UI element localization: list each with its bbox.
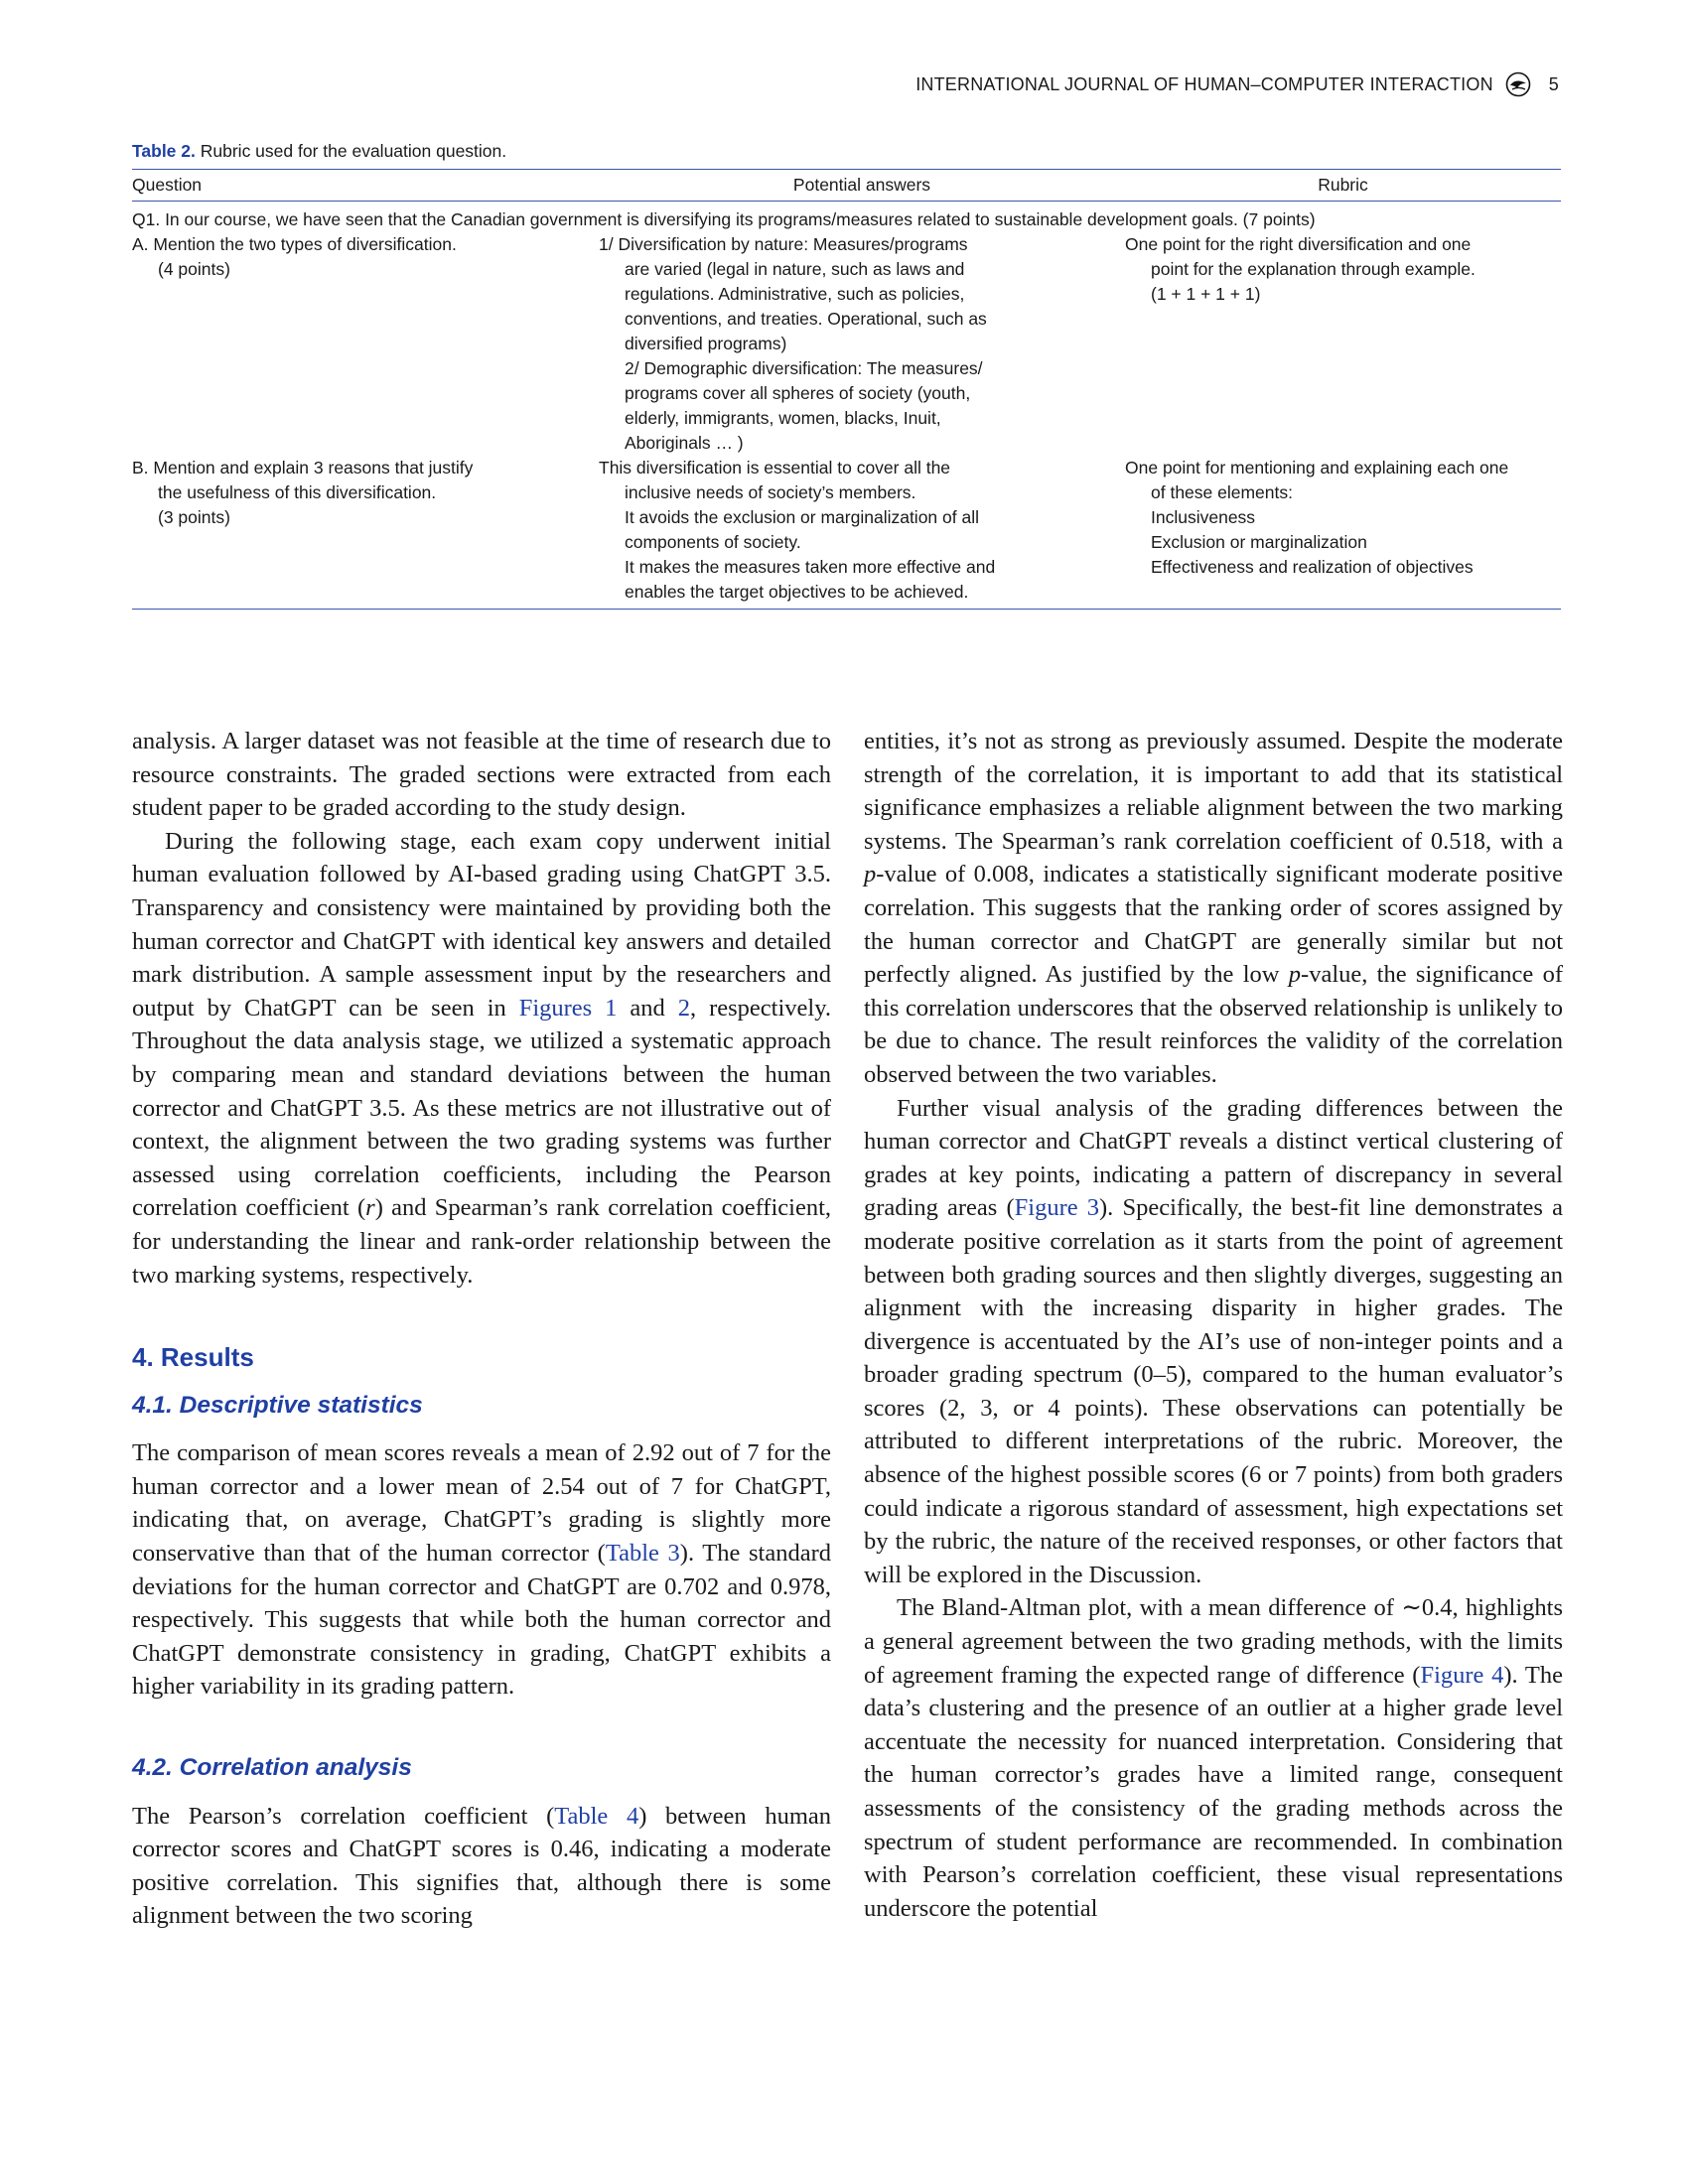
rubric-table <box>132 169 1561 610</box>
row-a-answer-line: diversified programs) <box>625 334 787 353</box>
table-row-q1 <box>132 202 1561 233</box>
left-column <box>132 725 831 1933</box>
row-a-question <box>132 232 599 456</box>
text-run: ). Specifically, the best-fit line demonstrates a moderate positive correlation as it starts from the point of agreement between both grading sources and then slightly diverges, suggesting an alignment with the increasing disparity in higher grades. The divergence is accentuated by the AI’s use of non-integer points and a broader grading spectrum (0–5), compared to the human evaluator’s scores (2, 3, or 4 points). These observations can potentially be attributed to different interpretations of the rubric. Moreover, the absence of the highest possible scores (6 or 7 points) from both graders could indicate a rigorous standard of assessment, high expectations set by the rubric, the nature of the received responses, or other factors that will be explored in the Discussion. <box>864 1194 1563 1588</box>
row-a-rubric <box>1125 232 1561 456</box>
italic-variable: p <box>1288 961 1302 989</box>
text-run: The Pearson’s correlation coefficient ( <box>132 1802 555 1830</box>
publisher-logo-icon <box>1505 71 1531 97</box>
row-b-rubric <box>1125 456 1561 610</box>
page-number: 5 <box>1548 73 1559 94</box>
row-a-answers <box>599 232 1125 456</box>
table-label: Table 2. <box>132 141 196 161</box>
q1-text: Q1. In our course, we have seen that the Canadian government is diversifying its programs/measures related to sustainable development goals. (7 points) <box>132 209 1316 229</box>
row-a-answer-line: Aboriginals … ) <box>625 433 744 453</box>
row-b-rubric-line: Effectiveness and realization of objectives <box>1151 557 1474 577</box>
table-caption <box>132 141 506 162</box>
journal-name: INTERNATIONAL JOURNAL OF HUMAN–COMPUTER INTERACTION <box>915 73 1493 94</box>
row-b-rubric-line: Inclusiveness <box>1151 507 1256 527</box>
row-b-rubric-line: of these elements: <box>1151 482 1293 502</box>
figure-2-link[interactable]: 2 <box>677 994 690 1022</box>
text-run: During the following stage, each exam copy underwent initial human evaluation followed by AI-based grading using ChatGPT 3.5. Transparency and consistency were maintained by providing both the human corrector and ChatGPT with identical key answers and detailed mark distribution. A sample assessment input by the researchers and output by ChatGPT can be seen in <box>132 827 831 1022</box>
table-row-a <box>132 232 1561 456</box>
row-b-answer-line: enables the target objectives to be achieved. <box>625 582 969 602</box>
subsection-heading-correlation: 4.2. Correlation analysis <box>132 1754 412 1782</box>
paragraph <box>864 1092 1563 1592</box>
paragraph <box>864 725 1563 1092</box>
row-a-question-points: (4 points) <box>158 259 230 279</box>
paragraph <box>132 825 831 1292</box>
table-header-row <box>132 170 1561 202</box>
figure-3-link[interactable]: Figure 3 <box>1014 1194 1100 1222</box>
row-a-answer-line: 2/ Demographic diversification: The measures/ <box>625 358 983 378</box>
text-run: , respectively. Throughout the data analysis stage, we utilized a systematic approach by comparing mean and standard deviations between the human corrector and ChatGPT 3.5. As these metrics are not illustrative out of context, the alignment between the two grading systems was further assessed using correlation coefficients, including the Pearson correlation coefficient ( <box>132 994 831 1222</box>
right-column <box>864 725 1563 1925</box>
paragraph <box>864 1591 1563 1925</box>
text-run: entities, it’s not as strong as previously assumed. Despite the moderate strength of the correlation, it is important to add that its statistical significance emphasizes a reliable alignment between the two marking systems. The Spearman’s rank correlation coefficient of 0.518, with a <box>864 728 1563 855</box>
header-question: Question <box>132 170 599 202</box>
row-a-answer-line: are varied (legal in nature, such as laws and <box>625 259 965 279</box>
row-b-question-points: (3 points) <box>158 507 230 527</box>
row-a-answer-line: conventions, and treaties. Operational, such as <box>625 309 987 329</box>
text-run: -value of 0.008, indicates a statistically significant moderate positive correlation. This suggests that the ranking order of scores assigned by the human corrector and ChatGPT are generally similar but not perfectly aligned. As justified by the low <box>864 861 1563 989</box>
row-b-question-line: the usefulness of this diversification. <box>158 482 437 502</box>
table-4-link[interactable]: Table 4 <box>554 1802 639 1830</box>
row-b-answer-line: inclusive needs of society’s members. <box>625 482 916 502</box>
row-b-answer-line: components of society. <box>625 532 801 552</box>
row-a-answer-line: programs cover all spheres of society (youth, <box>625 383 971 403</box>
row-a-answer-line: elderly, immigrants, women, blacks, Inuit, <box>625 408 941 428</box>
text-run: The comparison of mean scores reveals a mean of 2.92 out of 7 for the human corrector and a lower mean of 2.54 out of 7 for ChatGPT, indicating that, on average, ChatGPT’s grading is slightly more conservative than that of the human corrector ( <box>132 1439 831 1568</box>
row-b-rubric-line: Exclusion or marginalization <box>1151 532 1367 552</box>
text-run: The Bland-Altman plot, with a mean difference of ∼0.4, highlights a general agreement between the two grading methods, with the limits of agreement framing the expected range of difference ( <box>864 1594 1563 1689</box>
row-a-rubric-line: (1 + 1 + 1 + 1) <box>1151 284 1261 304</box>
row-b-answer-line: It avoids the exclusion or marginalization of all <box>625 507 979 527</box>
italic-variable: p <box>864 861 877 888</box>
paragraph <box>132 1800 831 1933</box>
row-b-question <box>132 456 599 610</box>
figure-1-link[interactable]: Figures 1 <box>518 994 618 1022</box>
table-caption-text: Rubric used for the evaluation question. <box>200 141 507 161</box>
text-run: -value, the significance of this correlation underscores that the observed relationship is unlikely to be due to chance. The result reinforces the validity of the correlation observed between the two variables. <box>864 961 1563 1088</box>
paragraph <box>132 1436 831 1704</box>
row-a-answer-line: 1/ Diversification by nature: Measures/programs <box>599 234 968 254</box>
text-run: and <box>617 994 678 1022</box>
section-heading-results: 4. Results <box>132 1342 254 1373</box>
row-a-rubric-line: point for the explanation through example. <box>1151 259 1476 279</box>
table-row-b <box>132 456 1561 610</box>
text-run: ) between human corrector scores and ChatGPT scores is 0.46, indicating a moderate positive correlation. This signifies that, although there is some alignment between the two scoring <box>132 1802 832 1930</box>
subsection-heading-descriptive: 4.1. Descriptive statistics <box>132 1391 423 1419</box>
row-a-question-line: A. Mention the two types of diversification. <box>132 234 457 254</box>
table-3-link[interactable]: Table 3 <box>605 1540 680 1568</box>
header-rubric: Rubric <box>1125 170 1561 202</box>
italic-variable: r <box>365 1194 375 1222</box>
row-a-rubric-line: One point for the right diversification and one <box>1125 234 1472 254</box>
text-run: ). The standard deviations for the human corrector and ChatGPT are 0.702 and 0.978, respectively. This suggests that while both the human corrector and ChatGPT demonstrate consistency in grading, ChatGPT exhibits a higher variability in its grading pattern. <box>132 1540 832 1701</box>
row-b-answer-line: This diversification is essential to cover all the <box>599 458 951 478</box>
running-head <box>915 71 1559 97</box>
row-b-answers <box>599 456 1125 610</box>
figure-4-link[interactable]: Figure 4 <box>1420 1661 1504 1689</box>
row-b-question-line: B. Mention and explain 3 reasons that justify <box>132 458 474 478</box>
row-a-answer-line: regulations. Administrative, such as policies, <box>625 284 965 304</box>
text-run: ) and Spearman’s rank correlation coefficient, for understanding the linear and rank-order relationship between the two marking systems, respectively. <box>132 1194 832 1289</box>
row-b-rubric-line: One point for mentioning and explaining each one <box>1125 458 1509 478</box>
header-potential-answers: Potential answers <box>599 170 1125 202</box>
text-run: ). The data’s clustering and the presence of an outlier at a higher grade level accentuate the necessity for nuanced interpretation. Considering that the human corrector’s grades have a limited range, consequent assessments of the consistency of the grading methods across the spectrum of student performance are recommended. In combination with Pearson’s correlation coefficient, these visual representations underscore the potential <box>864 1661 1563 1922</box>
row-b-answer-line: It makes the measures taken more effective and <box>625 557 996 577</box>
text-run: Further visual analysis of the grading differences between the human corrector and ChatGPT reveals a distinct vertical clustering of grades at key points, indicating a pattern of discrepancy in several grading areas ( <box>864 1094 1563 1222</box>
paragraph: analysis. A larger dataset was not feasible at the time of research due to resource constraints. The graded sections were extracted from each student paper to be graded according to the study design. <box>132 728 831 822</box>
